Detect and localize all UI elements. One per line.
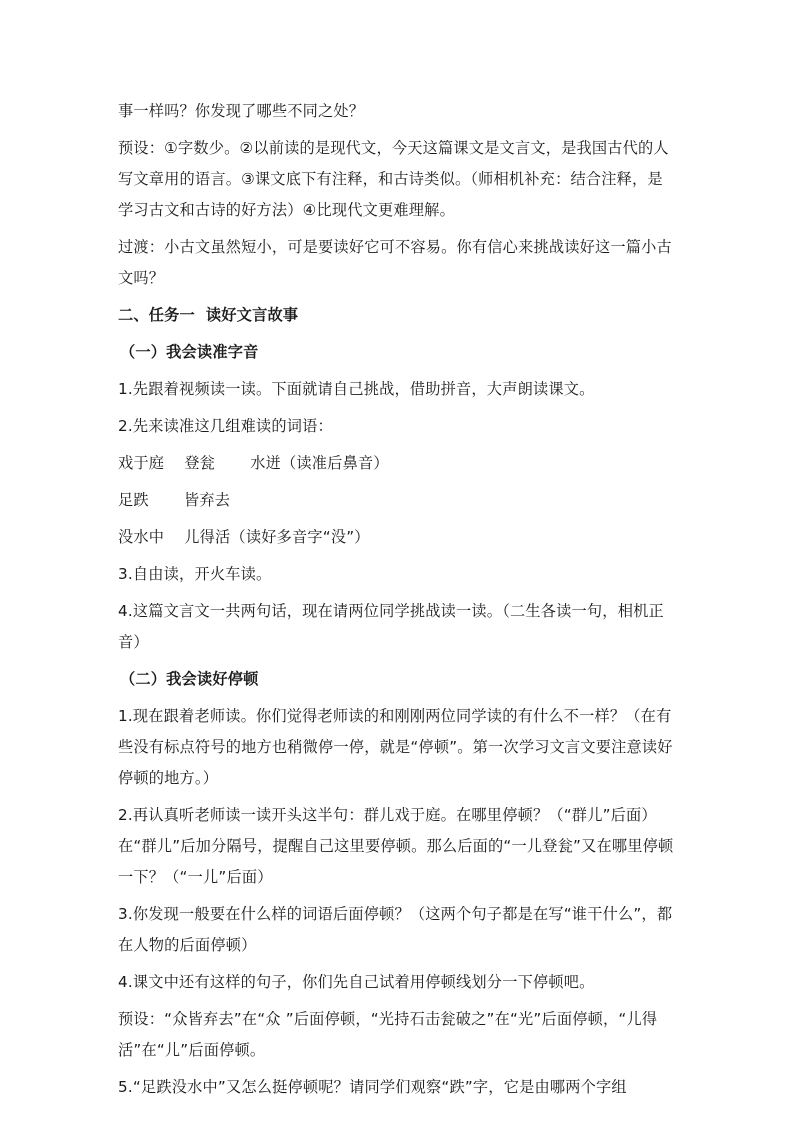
vocab-group-3: 没水中 儿得活（读好多音字“没”） — [118, 528, 370, 546]
pause-step-3: 3.你发现一般要在什么样的词语后面停顿？（这两个句子都是在写“谁干什么”，都在人物的后面停顿） — [118, 905, 673, 954]
pause-step-1: 1.现在跟着老师读。你们觉得老师读的和刚刚两位同学读的有什么不一样？（在有些没有标点符号的地方也稍微停一停，就是“停顿”。第一次学习文言文要注意读好停顿的地方。） — [118, 707, 673, 787]
step-1-video-reading: 1.先跟着视频读一读。下面就请自己挑战，借助拼音，大声朗读课文。 — [118, 380, 595, 398]
pause-preset: 预设：“众皆弃去”在“众 ”后面停顿，“光持石击瓮破之”在“光”后面停顿，“儿得活”在“儿”后面停顿。 — [118, 1010, 658, 1059]
section-heading-task-one: 二、任务一 读好文言故事 — [118, 306, 299, 324]
subsection-heading-pronunciation: （一）我会读准字音 — [120, 343, 259, 361]
step-2-difficult-words: 2.先来读准这几组难读的词语： — [118, 417, 333, 435]
pause-step-2: 2.再认真听老师读一读开头这半句：群儿戏于庭。在哪里停顿？（“群儿”后面）在“群儿”后加分隔号，提醒自己这里要停顿。那么后面的“一儿登瓮”又在哪里停顿一下？（“一儿”后面） — [118, 806, 674, 886]
paragraph-transition: 过渡：小古文虽然短小，可是要读好它可不容易。你有信心来挑战读好这一篇小古文吗？ — [118, 238, 672, 287]
document-body — [118, 96, 678, 1106]
pause-step-5: 5.“足跌没水中”又怎么挺停顿呢？请同学们观察“跌”字，它是由哪两个字组 — [118, 1078, 627, 1096]
step-3-free-reading: 3.自由读，开火车读。 — [118, 565, 272, 583]
step-4-two-students: 4.这篇文言文一共两句话，现在请两位同学挑战读一读。（二生各读一句，相机正音） — [118, 602, 664, 651]
vocab-group-2: 足跌 皆弃去 — [118, 491, 231, 509]
pause-step-4: 4.课文中还有这样的句子，你们先自己试着用停顿线划分一下停顿吧。 — [118, 973, 595, 991]
paragraph-question-end: 事一样吗？你发现了哪些不同之处？ — [118, 102, 365, 120]
subsection-heading-pauses: （二）我会读好停顿 — [120, 670, 259, 688]
paragraph-preset-differences: 预设：①字数少。②以前读的是现代文，今天这篇课文是文言文，是我国古代的人写文章用的语言。③课文底下有注释，和古诗类似。（师相机补充：结合注释，是学习古文和古诗的好方法）④比现代文更难理解。 — [118, 139, 669, 219]
vocab-group-1: 戏于庭 登瓮 水迸（读准后鼻音） — [118, 454, 389, 472]
